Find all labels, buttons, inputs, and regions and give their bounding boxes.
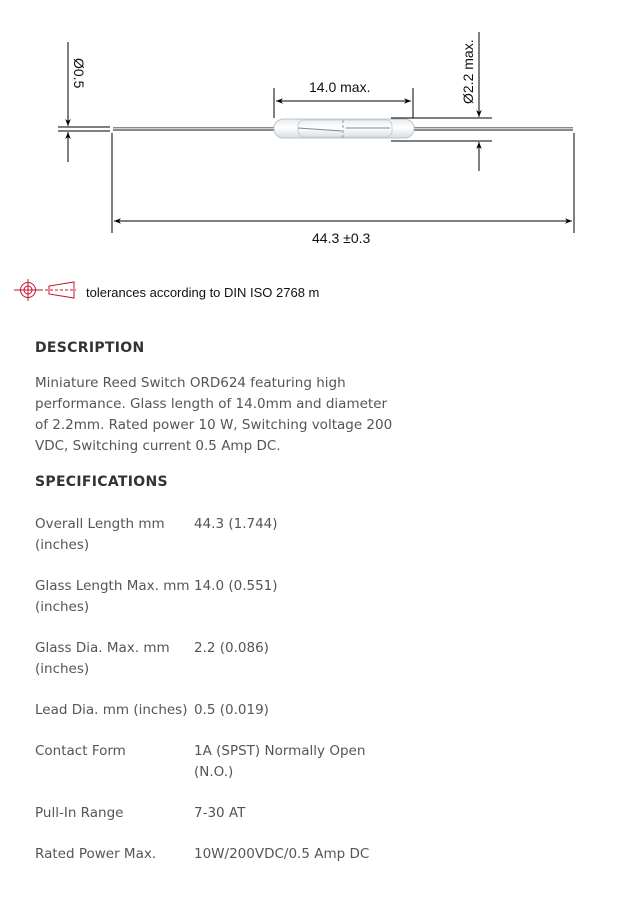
spec-value: 44.3 (1.744) <box>194 516 278 532</box>
tolerance-text: tolerances according to DIN ISO 2768 m <box>86 284 320 300</box>
projection-symbol-icon <box>12 278 78 306</box>
spec-value: 10W/200VDC/0.5 Amp DC <box>194 846 370 862</box>
spec-row <box>35 741 374 783</box>
reed-switch-diagram <box>0 0 644 260</box>
glass-length-label: 14.0 max. <box>309 79 371 95</box>
specifications-heading: SPECIFICATIONS <box>35 474 168 490</box>
lead-diameter-label: Ø0.5 <box>71 58 87 89</box>
spec-label: Pull-In Range <box>35 805 124 821</box>
spec-row <box>35 844 374 865</box>
tolerance-note <box>12 280 319 304</box>
spec-row <box>35 514 374 556</box>
spec-value: 1A (SPST) Normally Open (N.O.) <box>194 743 366 780</box>
product-details <box>35 340 395 865</box>
spec-label: Overall Length mm (inches) <box>35 516 165 553</box>
spec-label: Rated Power Max. <box>35 846 157 862</box>
spec-value: 2.2 (0.086) <box>194 640 269 656</box>
dimension-drawing <box>0 0 644 260</box>
glass-diameter-label: Ø2.2 max. <box>460 39 476 104</box>
spec-label: Lead Dia. mm (inches) <box>35 702 188 718</box>
spec-value: 7-30 AT <box>194 805 246 821</box>
spec-label: Glass Dia. Max. mm (inches) <box>35 640 170 677</box>
specifications-table <box>35 514 374 865</box>
description-body: Miniature Reed Switch ORD624 featuring high performance. Glass length of 14.0mm and diameter of 2.2mm. Rated power 10 W, Switching voltage 200 VDC, Switching current 0.5 Amp DC. <box>35 375 393 454</box>
spec-value: 0.5 (0.019) <box>194 702 269 718</box>
spec-row <box>35 803 374 824</box>
spec-row <box>35 700 374 721</box>
spec-row <box>35 576 374 618</box>
spec-value: 14.0 (0.551) <box>194 578 278 594</box>
description-heading: DESCRIPTION <box>35 340 145 356</box>
spec-label: Contact Form <box>35 743 126 759</box>
overall-length-label: 44.3 ±0.3 <box>312 230 371 246</box>
spec-label: Glass Length Max. mm (inches) <box>35 578 190 615</box>
spec-row <box>35 638 374 680</box>
